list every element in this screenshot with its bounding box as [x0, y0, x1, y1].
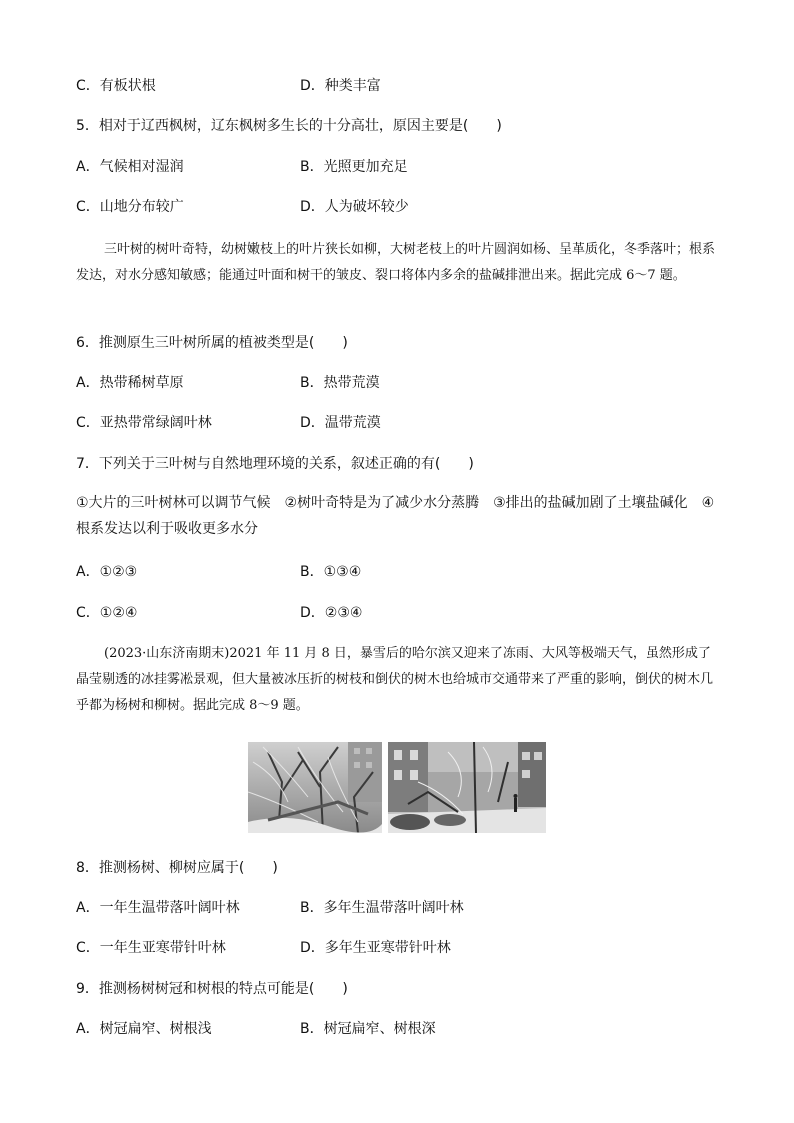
option-b: B．热带荒漠 [300, 375, 380, 391]
option-c: C．一年生亚寒带针叶林 [76, 940, 226, 956]
question-7-stem: 7．下列关于三叶树与自然地理环境的关系，叙述正确的有( ) [76, 456, 474, 472]
question-5-stem: 5．相对于辽西枫树，辽东枫树多生长的十分高壮，原因主要是( ) [76, 118, 502, 134]
option-a: A．一年生温带落叶阔叶林 [76, 900, 240, 916]
option-a: A．①②③ [76, 564, 138, 580]
option-d: D．温带荒漠 [300, 415, 381, 431]
option-a: A．气候相对湿润 [76, 159, 184, 175]
icy-trees-photo [248, 742, 382, 833]
option-d: D．人为破坏较少 [300, 199, 409, 215]
option-a: A．树冠扁窄、树根浅 [76, 1021, 212, 1037]
option-c: C．亚热带常绿阔叶林 [76, 415, 212, 431]
option-b: B．①③④ [300, 564, 362, 580]
option-a: A．热带稀树草原 [76, 375, 184, 391]
option-b: B．树冠扁窄、树根深 [300, 1021, 436, 1037]
photo-strip [248, 742, 546, 833]
fallen-trees-street-photo [388, 742, 546, 833]
question-7-statements: ①大片的三叶树林可以调节气候 ②树叶奇特是为了减少水分蒸腾 ③排出的盐碱加剧了土壤盐碱化 ④根系发达以利于吸收更多水分 [76, 495, 715, 537]
question-6-stem: 6．推测原生三叶树所属的植被类型是( ) [76, 335, 348, 351]
option-c: C．山地分布较广 [76, 199, 184, 215]
question-9-stem: 9．推测杨树树冠和树根的特点可能是( ) [76, 981, 348, 997]
option-c: C．有板状根 [76, 78, 156, 94]
reading-passage-1: 三叶树的树叶奇特，幼树嫩枝上的叶片狭长如柳，大树老枝上的叶片圆润如杨、呈革质化，冬季落叶；根系发达，对水分感知敏感；能通过叶面和树干的皱皮、裂口将体内多余的盐碱排泄出来。据此完成 6～7 题。 [76, 242, 716, 283]
question-8-stem: 8．推测杨树、柳树应属于( ) [76, 860, 278, 876]
reading-passage-2: (2023·山东济南期末)2021 年 11 月 8 日，暴雪后的哈尔滨又迎来了冻雨、大风等极端天气，虽然形成了晶莹剔透的冰挂雾凇景观，但大量被冰压折的树枝和倒伏的树木也给城市交通带来了严重的影响，倒伏的树木几乎都为杨树和柳树。据此完成 8～9 题。 [76, 646, 714, 713]
option-d: D．种类丰富 [300, 78, 381, 94]
option-b: B．多年生温带落叶阔叶林 [300, 900, 464, 916]
option-d: D．多年生亚寒带针叶林 [300, 940, 451, 956]
option-c: C．①②④ [76, 605, 138, 621]
option-b: B．光照更加充足 [300, 159, 408, 175]
option-d: D．②③④ [300, 605, 363, 621]
